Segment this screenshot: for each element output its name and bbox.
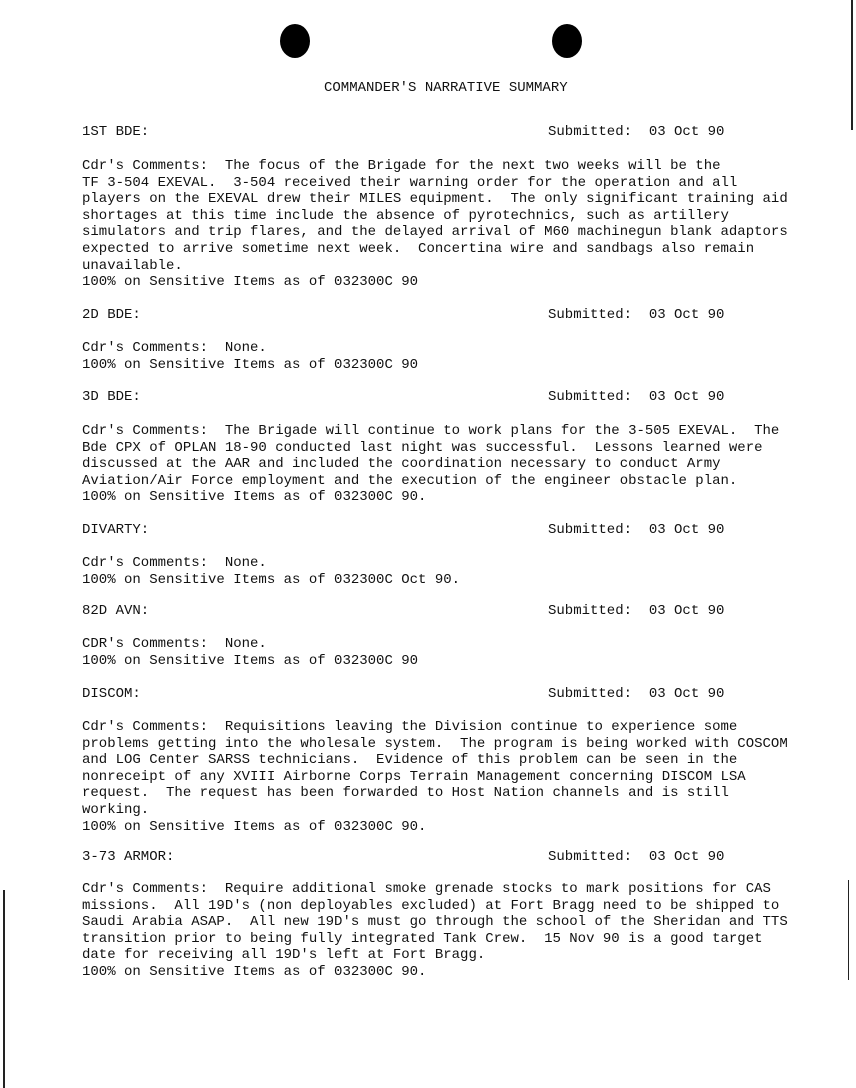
comment-line: problems getting into the wholesale system. The program is being worked with COSCOM [82, 735, 788, 752]
comment-line: Aviation/Air Force employment and the execution of the engineer obstacle plan. [82, 472, 738, 489]
unit-heading: DIVARTY: [82, 522, 150, 538]
submitted-date: Submitted: 03 Oct 90 [548, 124, 725, 140]
submitted-date: Submitted: 03 Oct 90 [548, 686, 725, 702]
unit-heading: 2D BDE: [82, 307, 141, 323]
sensitive-items-line: 100% on Sensitive Items as of 032300C 90 [82, 652, 419, 669]
comments-block [82, 158, 788, 291]
comment-line: players on the EXEVAL drew their MILES equipment. The only significant training aid [82, 191, 788, 208]
unit-heading: DISCOM: [82, 686, 141, 702]
unit-heading: 3-73 ARMOR: [82, 849, 175, 865]
sensitive-items-line: 100% on Sensitive Items as of 032300C 90. [82, 818, 427, 835]
sensitive-items-line: 100% on Sensitive Items as of 032300C 90. [82, 963, 427, 980]
sensitive-items-line: 100% on Sensitive Items as of 032300C 90 [82, 356, 419, 373]
submitted-date: Submitted: 03 Oct 90 [548, 849, 725, 865]
comment-line: request. The request has been forwarded to Host Nation channels and is still [82, 785, 729, 802]
comments-block [82, 881, 788, 981]
comment-line: expected to arrive sometime next week. Concertina wire and sandbags also remain [82, 240, 755, 257]
comments-block [82, 636, 418, 669]
comment-line: TF 3-504 EXEVAL. 3-504 received their warning order for the operation and all [82, 174, 738, 191]
sensitive-items-line: 100% on Sensitive Items as of 032300C 90. [82, 489, 427, 506]
comment-line: transition prior to being fully integrated Tank Crew. 15 Nov 90 is a good target [82, 930, 763, 947]
comments-block [82, 719, 788, 835]
punch-hole-right [552, 24, 582, 58]
comments-block [82, 555, 460, 588]
comments-block [82, 340, 418, 373]
comments-block [82, 423, 779, 506]
submitted-date: Submitted: 03 Oct 90 [548, 522, 725, 538]
comment-line: Bde CPX of OPLAN 18-90 conducted last night was successful. Lessons learned were [82, 439, 763, 456]
comment-line: date for receiving all 19D's left at Fort Bragg. [82, 947, 486, 964]
comment-line: Cdr's Comments: The focus of the Brigade for the next two weeks will be the [82, 158, 721, 174]
unit-heading: 82D AVN: [82, 603, 150, 619]
submitted-date: Submitted: 03 Oct 90 [548, 389, 725, 405]
comment-line: unavailable. [82, 257, 183, 274]
scan-edge-right-lower [848, 880, 849, 980]
comment-line: Saudi Arabia ASAP. All new 19D's must go through the school of the Sheridan and TTS [82, 914, 788, 931]
comment-line: working. [82, 801, 150, 818]
scan-edge-right [851, 0, 853, 130]
unit-heading: 3D BDE: [82, 389, 141, 405]
submitted-date: Submitted: 03 Oct 90 [548, 603, 725, 619]
comment-line: shortages at this time include the absence of pyrotechnics, such as artillery [82, 207, 729, 224]
comment-line: Cdr's Comments: None. [82, 340, 267, 356]
unit-heading: 1ST BDE: [82, 124, 150, 140]
comment-line: Cdr's Comments: None. [82, 555, 267, 571]
comment-line: Cdr's Comments: Requisitions leaving the Division continue to experience some [82, 719, 738, 735]
comment-line: Cdr's Comments: Require additional smoke grenade stocks to mark positions for CAS [82, 881, 771, 897]
comment-line: simulators and trip flares, and the delayed arrival of M60 machinegun blank adaptors [82, 224, 788, 241]
comment-line: CDR's Comments: None. [82, 636, 267, 652]
punch-hole-left [280, 24, 310, 58]
submitted-date: Submitted: 03 Oct 90 [548, 307, 725, 323]
sensitive-items-line: 100% on Sensitive Items as of 032300C Oct 90. [82, 571, 461, 588]
comment-line: Cdr's Comments: The Brigade will continue to work plans for the 3-505 EXEVAL. The [82, 423, 780, 439]
comment-line: discussed at the AAR and included the coordination necessary to conduct Army [82, 456, 721, 473]
comment-line: missions. All 19D's (non deployables excluded) at Fort Bragg need to be shipped to [82, 897, 780, 914]
comment-line: nonreceipt of any XVIII Airborne Corps Terrain Management concerning DISCOM LSA [82, 768, 746, 785]
comment-line: and LOG Center SARSS technicians. Evidence of this problem can be seen in the [82, 752, 738, 769]
page-title: COMMANDER'S NARRATIVE SUMMARY [324, 80, 568, 96]
sensitive-items-line: 100% on Sensitive Items as of 032300C 90 [82, 274, 419, 291]
scan-edge-left [3, 890, 5, 1088]
